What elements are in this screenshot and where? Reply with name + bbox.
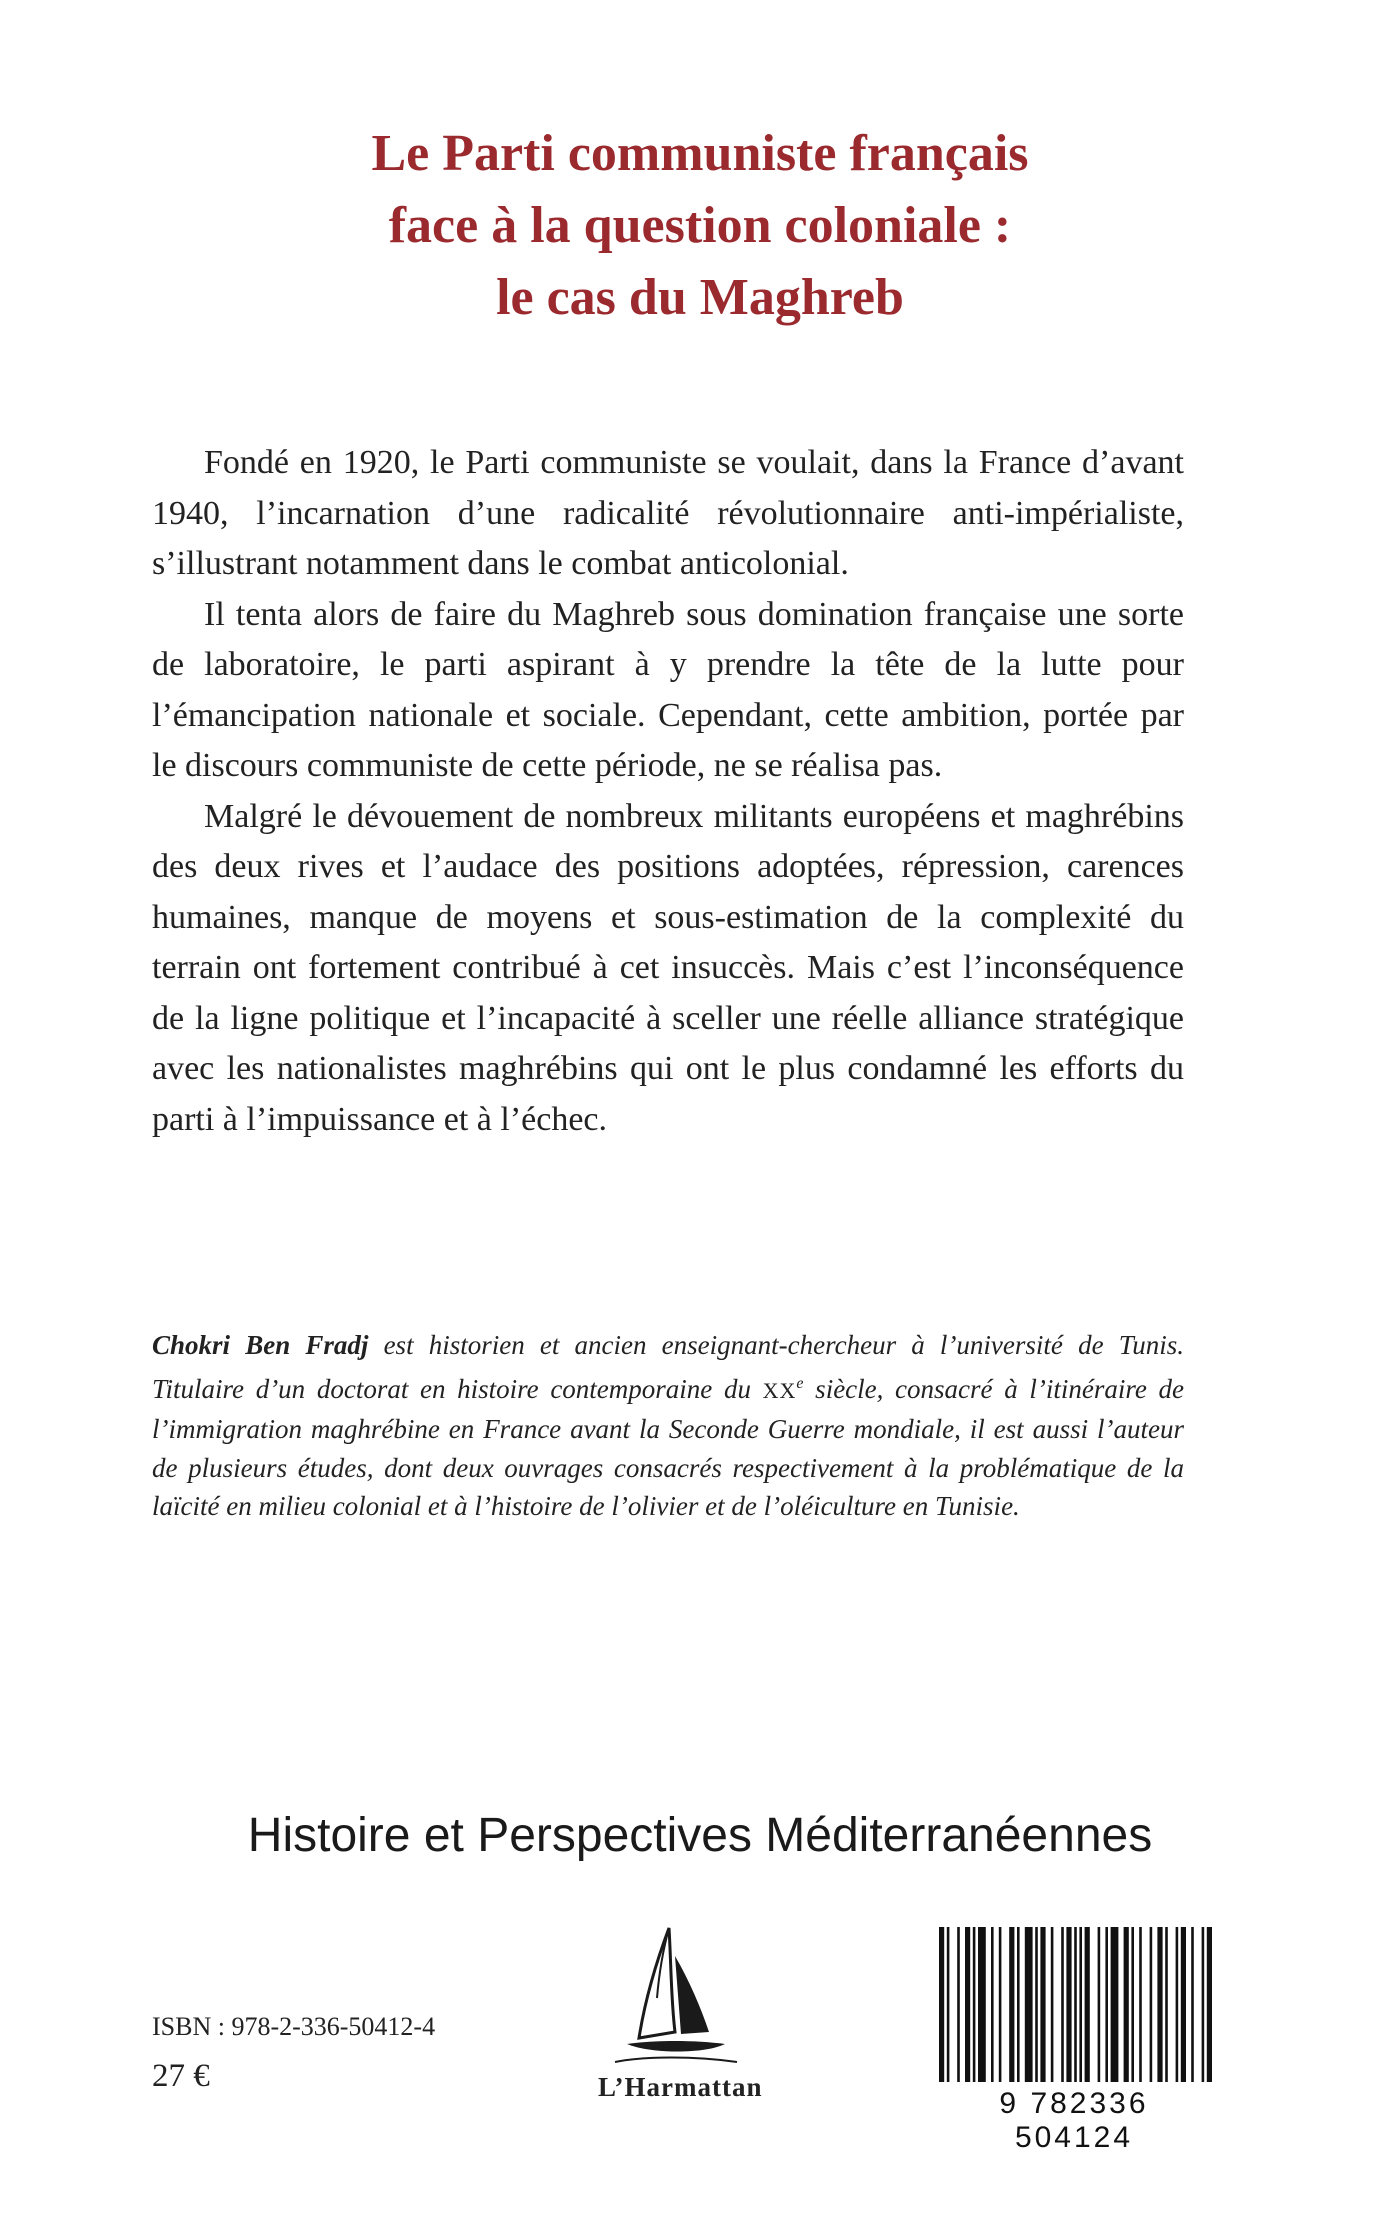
bio-text-part1: est historien et ancien enseignant-chercheur à l’université de Tunis. Titulaire d’un doctorat en histoire contemporaine du: [152, 1330, 1185, 1404]
barcode-bar: [1207, 1927, 1212, 2082]
barcode-bars: [935, 1927, 1213, 2082]
price: 27 €: [152, 2058, 210, 2094]
title-line-3: le cas du Maghreb: [496, 269, 904, 326]
barcode-bar: [1202, 1927, 1205, 2082]
barcode-bar: [1191, 1927, 1194, 2082]
bio-text-part2: siècle, consacré à l’itinéraire de l’immigration maghrébine en France avant la Seconde Guerre mondiale, il est aussi l’auteur de plusieurs études, dont deux ouvrages consacrés respectivement à la problématique de la laïcité en milieu colonial et à l’histoire de l’olivier et de l’oléiculture en Tunisie.: [152, 1373, 1184, 1522]
book-summary: [152, 438, 1184, 1145]
author-bio: [152, 1326, 1184, 1526]
summary-paragraph-2: Il tenta alors de faire du Maghreb sous domination française une sorte de laboratoire, le parti aspirant à y prendre la tête de la lutte pour l’émancipation nationale et sociale. Cependant, cette ambition, portée par le discours communiste de cette période, ne se réalisa pas.: [152, 595, 1184, 784]
barcode-bar: [1017, 1927, 1020, 2082]
publisher-logo: [590, 1920, 790, 2120]
century-suffix: e: [796, 1374, 804, 1392]
barcode-bar: [1066, 1927, 1071, 2082]
barcode-bar: [1131, 1927, 1134, 2082]
barcode-bar: [1176, 1927, 1179, 2082]
barcode-bar: [1157, 1927, 1162, 2082]
barcode-bar: [1061, 1927, 1064, 2082]
barcode-bar: [1098, 1927, 1101, 2082]
barcode-bar: [947, 1927, 950, 2082]
barcode-bar: [1035, 1927, 1038, 2082]
barcode-bar: [1150, 1927, 1153, 2082]
publisher-name: L’Harmattan: [598, 2072, 763, 2102]
barcode-bar: [1040, 1927, 1045, 2082]
sailboat-icon: [605, 1920, 745, 2070]
barcode-digits: 9 782336 504124: [999, 2087, 1149, 2154]
collection-name: Histoire et Perspectives Méditerranéennes: [247, 1809, 1153, 1862]
barcode-bar: [978, 1927, 986, 2082]
author-name: Chokri Ben Fradj: [152, 1330, 369, 1360]
barcode-bar: [1079, 1927, 1082, 2082]
summary-paragraph-1: Fondé en 1920, le Parti communiste se voulait, dans la France d’avant 1940, l’incarnation d’une radicalité révolutionnaire anti-impérialiste, s’illustrant notamment dans le combat anticolonial.: [152, 444, 1184, 582]
barcode-bar: [939, 1927, 944, 2082]
isbn: ISBN : 978-2-336-50412-4: [152, 2012, 436, 2041]
barcode-bar: [1105, 1927, 1108, 2082]
barcode-bar: [991, 1927, 994, 2082]
barcode-bar: [1165, 1927, 1168, 2082]
barcode-bar: [965, 1927, 970, 2082]
barcode-bar: [1124, 1927, 1129, 2082]
barcode-bar: [1111, 1927, 1119, 2082]
barcode-bar: [1009, 1927, 1014, 2082]
book-title: [0, 118, 1400, 334]
barcode-bar: [1025, 1927, 1033, 2082]
barcode-bar: [973, 1927, 976, 2082]
barcode-bar: [1085, 1927, 1090, 2082]
barcode-bar: [1181, 1927, 1186, 2082]
barcode-bar: [1051, 1927, 1054, 2082]
barcode-bar: [999, 1927, 1002, 2082]
barcode-bar: [957, 1927, 960, 2082]
barcode: [935, 1927, 1213, 2154]
barcode-bar: [1074, 1927, 1077, 2082]
barcode-bar: [1139, 1927, 1142, 2082]
century-numeral: XX: [762, 1377, 797, 1403]
title-line-2: face à la question coloniale :: [388, 197, 1012, 254]
summary-paragraph-3: Malgré le dévouement de nombreux militants européens et maghrébins des deux rives et l’audace des positions adoptées, répression, carences humaines, manque de moyens et sous-estimation de la complexité du terrain ont fortement contribué à cet insuccès. Mais c’est l’inconséquence de la ligne politique et l’incapacité à sceller une réelle alliance stratégique avec les nationalistes maghrébins qui ont le plus condamné les efforts du parti à l’impuissance et à l’échec.: [152, 797, 1184, 1138]
title-line-1: Le Parti communiste français: [371, 125, 1029, 182]
